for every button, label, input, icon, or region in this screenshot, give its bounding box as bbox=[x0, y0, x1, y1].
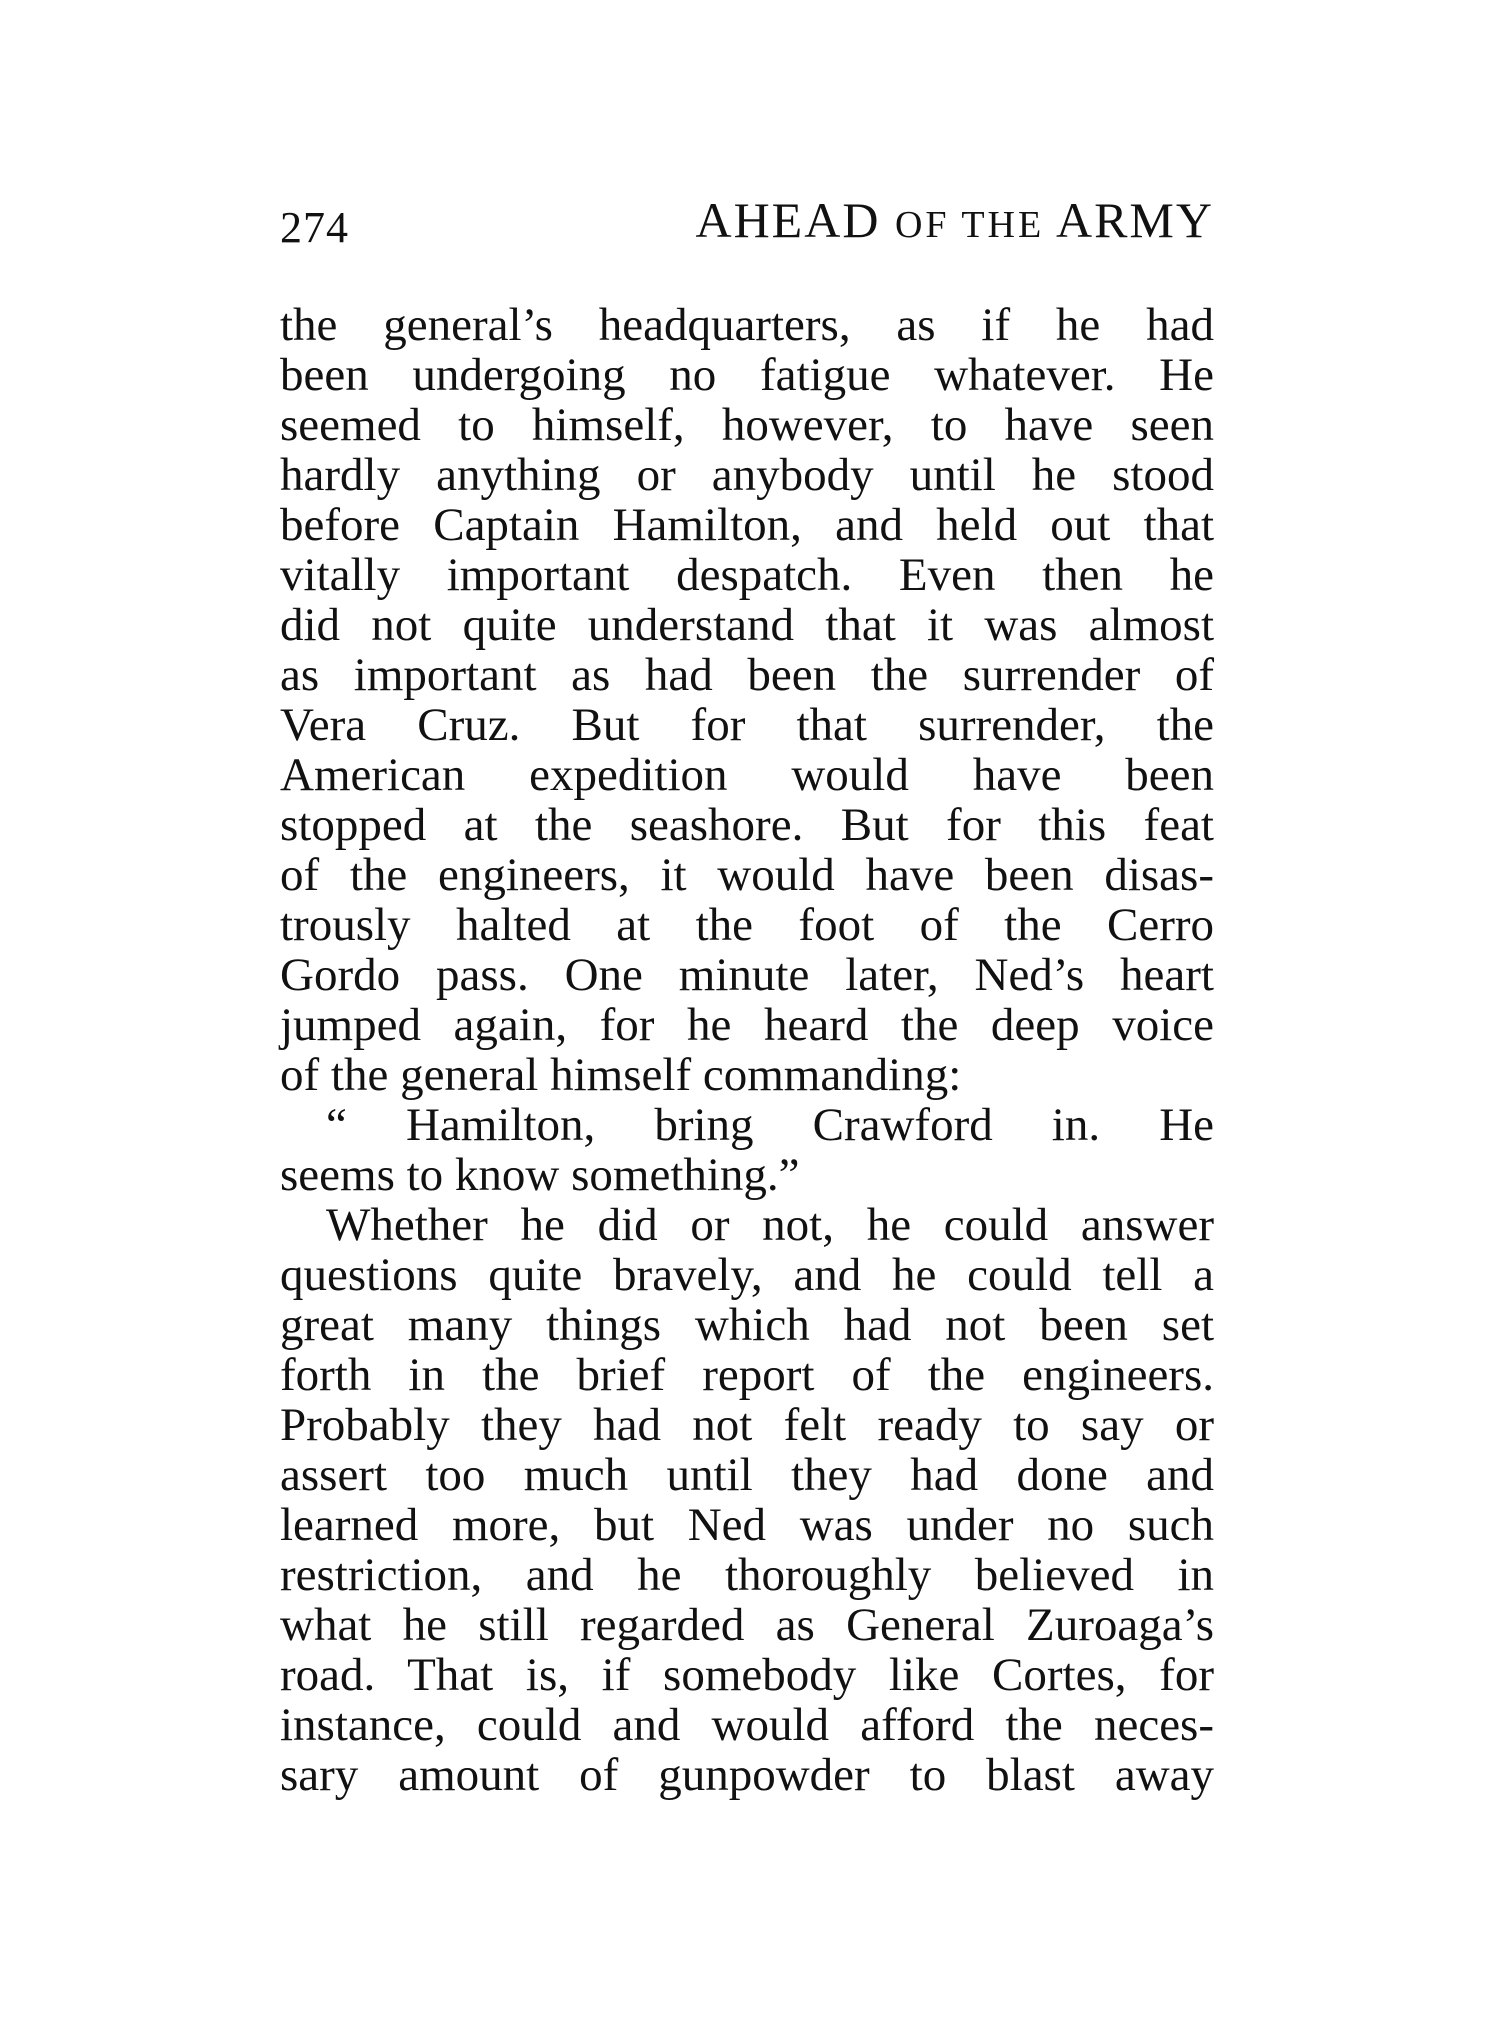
text-line: Probably they had not felt ready to say or bbox=[280, 1399, 1214, 1451]
text-line: seems to know something.” bbox=[280, 1149, 800, 1201]
text-line: jumped again, for he heard the deep voice bbox=[280, 999, 1214, 1051]
text-line: vitally important despatch. Even then he bbox=[280, 549, 1214, 601]
text-line: instance, could and would afford the neces- bbox=[280, 1699, 1214, 1751]
running-title-part: ARMY bbox=[1055, 192, 1214, 248]
body-text bbox=[280, 300, 1214, 1800]
text-line: road. That is, if somebody like Cortes, for bbox=[280, 1649, 1214, 1701]
text-line: as important as had been the surrender of bbox=[280, 649, 1214, 701]
running-title-part: AHEAD bbox=[695, 192, 881, 248]
text-line: Vera Cruz. But for that surrender, the bbox=[280, 699, 1214, 751]
text-line: what he still regarded as General Zuroaga’s bbox=[280, 1599, 1214, 1651]
text-line: great many things which had not been set bbox=[280, 1299, 1214, 1351]
text-line: did not quite understand that it was almost bbox=[280, 599, 1214, 651]
text-line: of the engineers, it would have been disas- bbox=[280, 849, 1214, 901]
text-line: Whether he did or not, he could answer bbox=[326, 1199, 1214, 1251]
text-line: before Captain Hamilton, and held out that bbox=[280, 499, 1214, 551]
text-line: trously halted at the foot of the Cerro bbox=[280, 899, 1214, 951]
text-line: been undergoing no fatigue whatever. He bbox=[280, 349, 1214, 401]
text-line: “ Hamilton, bring Crawford in. He bbox=[326, 1099, 1214, 1151]
text-line: Gordo pass. One minute later, Ned’s heart bbox=[280, 949, 1214, 1001]
text-line: stopped at the seashore. But for this feat bbox=[280, 799, 1214, 851]
text-line: forth in the brief report of the engineers. bbox=[280, 1349, 1214, 1401]
running-header bbox=[280, 190, 1214, 260]
text-line: the general’s headquarters, as if he had bbox=[280, 299, 1214, 351]
text-line: American expedition would have been bbox=[280, 749, 1214, 801]
running-title-part: OF THE bbox=[894, 204, 1045, 246]
text-line: seemed to himself, however, to have seen bbox=[280, 399, 1214, 451]
text-line: sary amount of gunpowder to blast away bbox=[280, 1749, 1214, 1801]
text-line: of the general himself commanding: bbox=[280, 1049, 962, 1101]
text-line: hardly anything or anybody until he stood bbox=[280, 449, 1214, 501]
page-number: 274 bbox=[280, 203, 349, 252]
running-title bbox=[695, 190, 1214, 255]
text-line: assert too much until they had done and bbox=[280, 1449, 1214, 1501]
text-line: learned more, but Ned was under no such bbox=[280, 1499, 1214, 1551]
text-line: restriction, and he thoroughly believed in bbox=[280, 1549, 1214, 1601]
text-line: questions quite bravely, and he could tell a bbox=[280, 1249, 1214, 1301]
